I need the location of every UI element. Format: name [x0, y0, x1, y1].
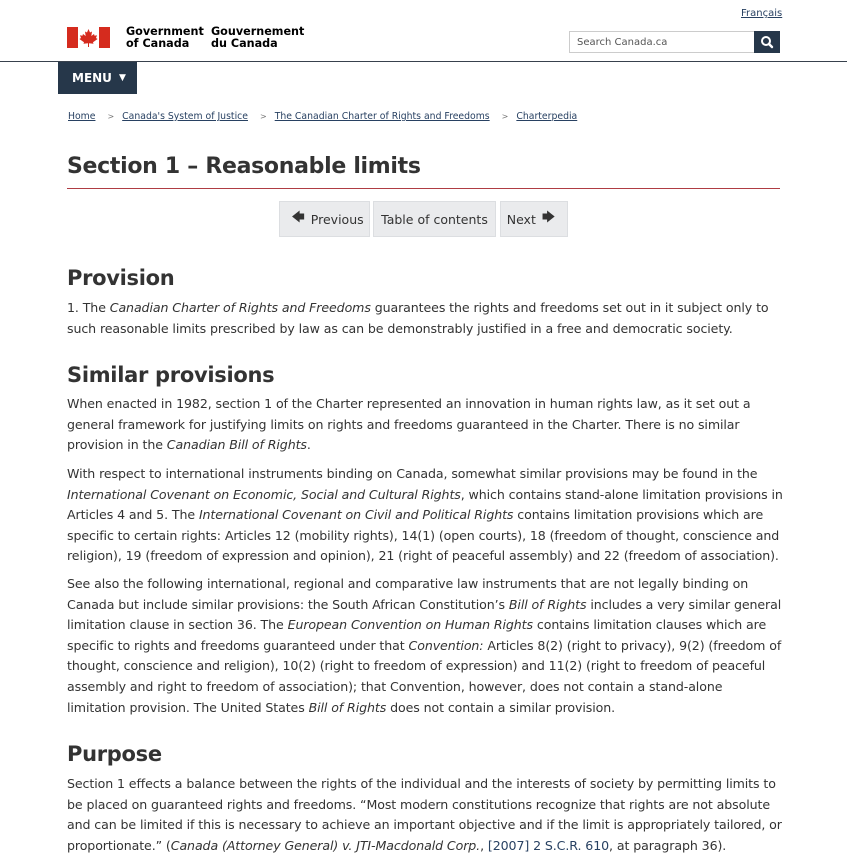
breadcrumb-separator-icon: > — [501, 112, 509, 121]
menu-label: MENU — [72, 71, 112, 85]
breadcrumb — [68, 111, 577, 122]
wordmark-en-line1: Government — [126, 25, 204, 38]
breadcrumb-justice-system[interactable]: Canada's System of Justice — [122, 111, 248, 122]
canada-flag-icon — [67, 27, 110, 48]
search-button[interactable] — [754, 31, 780, 53]
language-toggle-link[interactable]: Français — [741, 8, 783, 19]
site-header — [0, 0, 847, 62]
breadcrumb-charterpedia[interactable]: Charterpedia — [516, 111, 578, 122]
purpose-heading: Purpose — [67, 742, 162, 766]
breadcrumb-home[interactable]: Home — [68, 111, 96, 122]
next-label: Next — [506, 211, 536, 227]
wordmark-fr-line2: du Canada — [211, 37, 278, 50]
government-wordmark-fr[interactable] — [211, 26, 304, 50]
previous-button[interactable] — [279, 201, 370, 237]
breadcrumb-separator-icon: > — [107, 112, 115, 121]
provision-paragraph: 1. The Canadian Charter of Rights and Freedoms guarantees the rights and freedoms set out in it subject only to such reasonable limits prescribed by law as can be demonstrably justified in a free and democratic society. — [67, 300, 769, 336]
breadcrumb-separator-icon: > — [259, 112, 267, 121]
page-title: Section 1 – Reasonable limits — [67, 151, 780, 189]
breadcrumb-charter[interactable]: The Canadian Charter of Rights and Freedoms — [274, 111, 490, 122]
menu-button[interactable] — [58, 62, 137, 94]
arrow-left-icon: 🡄 — [291, 210, 305, 225]
similar-paragraph-3: See also the following international, regional and comparative law instruments that are not legally binding on Canada but include similar provisions: the South African Constitution’s Bill of Rights includes a very similar general limitation clause in section 36. The European Convention on Human Rights contains limitation clauses which are specific to rights and freedoms guaranteed under that Convention: Articles 8(2) (right to privacy), 9(2) (freedom of thought, conscience and religion), 10(2) (right to freedom of expression) and 11(2) (right to freedom of peaceful assembly and right to freedom of association); that Convention, however, does not contain a stand-alone limitation provision. The United States Bill of Rights does not contain a similar provision. — [67, 576, 782, 715]
search-icon — [754, 31, 780, 53]
table-of-contents-button[interactable] — [373, 201, 496, 237]
wordmark-en-line2: of Canada — [126, 37, 190, 50]
chevron-down-icon: ▼ — [118, 73, 126, 83]
search-box — [569, 31, 755, 53]
similar-provisions-heading: Similar provisions — [67, 363, 275, 387]
toc-label: Table of contents — [381, 211, 488, 227]
previous-label: Previous — [310, 211, 364, 227]
purpose-paragraph: Section 1 effects a balance between the rights of the individual and the interests of society by permitting limits to be placed on guaranteed rights and freedoms. “Most modern constitutions recognize that rights are not absolute and can be limited if this is necessary to achieve an important objective and if the limit is appropriately tailored, or proportionate.” (Canada (Attorney General) v. JTI-Macdonald Corp., [2007] 2 S.C.R. 610, at paragraph 36). — [67, 776, 782, 853]
search-input[interactable] — [570, 32, 754, 52]
next-button[interactable] — [500, 201, 568, 237]
government-wordmark-en[interactable] — [126, 26, 204, 50]
arrow-right-icon: 🡆 — [541, 210, 556, 225]
citation-link[interactable]: [2007] 2 S.C.R. 610 — [487, 837, 610, 853]
provision-heading: Provision — [67, 266, 175, 290]
wordmark-fr-line1: Gouvernement — [211, 25, 305, 38]
similar-paragraph-1: When enacted in 1982, section 1 of the Charter represented an innovation in human rights law, as it set out a general framework for justifying limits on rights and freedoms guaranteed in the Charter. There is no similar provision in the Canadian Bill of Rights. — [67, 396, 751, 453]
similar-paragraph-2: With respect to international instruments binding on Canada, somewhat similar provisions may be found in the International Covenant on Economic, Social and Cultural Rights, which contains stand-alone limitation provisions in Articles 4 and 5. The International Covenant on Civil and Political Rights contains limitation provisions which are specific to certain rights: Articles 12 (mobility rights), 14(1) (open courts), 18 (freedom of thought, conscience and religion), 19 (freedom of expression and opinion), 21 (right of peaceful assembly) and 22 (freedom of association). — [67, 466, 783, 564]
